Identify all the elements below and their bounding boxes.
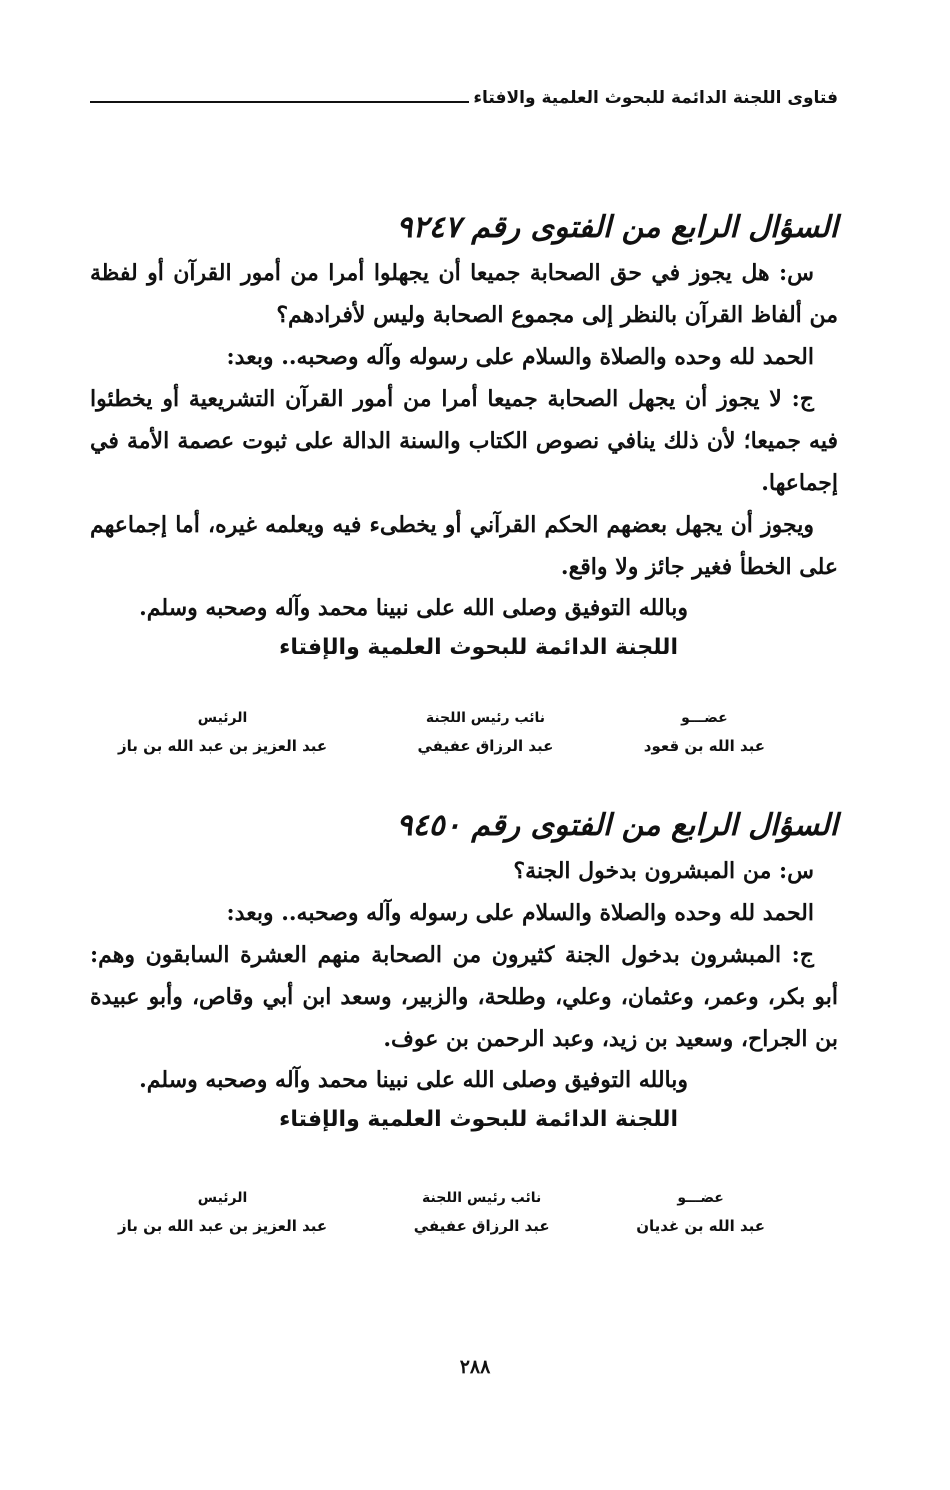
signature-role: عضـــو	[677, 1190, 724, 1206]
fatwa-section-2	[90, 804, 838, 1140]
signature-role: نائب رئيس اللجنة	[425, 710, 546, 726]
signature-name: عبد العزيز بن عبد الله بن باز	[118, 1217, 328, 1235]
signature-block-1	[118, 704, 765, 760]
committee-name: اللجنة الدائمة للبحوث العلمية والإفتاء	[279, 1107, 678, 1132]
running-header	[90, 88, 838, 108]
signature-name: عبد الله بن غديان	[636, 1217, 765, 1235]
signature-vice-chair	[417, 704, 553, 760]
signature-role: نائب رئيس اللجنة	[422, 1190, 542, 1206]
header-rule	[90, 101, 469, 103]
signature-member	[644, 704, 765, 760]
signature-member	[636, 1184, 765, 1240]
signature-name: عبد الرزاق عفيفي	[413, 1217, 550, 1235]
fatwa-section-1	[90, 206, 838, 668]
answer-text: ج: المبشرون بدخول الجنة كثيرون من الصحابة منهم العشرة السابقون وهم: أبو بكر، وعمر، وعثمان، وعلي، وطلحة، والزبير، وسعد ابن أبي وقاص، وأبو عبيدة بن الجراح، وسعيد بن زيد، وعبد الرحمن بن عوف.	[90, 942, 838, 1052]
praise-text: الحمد لله وحده والصلاة والسلام على رسوله وآله وصحبه.. وبعد:	[226, 900, 814, 926]
signature-role: عضـــو	[681, 710, 728, 726]
signature-vice-chair	[414, 1184, 550, 1240]
signature-role: الرئيس	[197, 1190, 248, 1206]
signature-chair	[118, 704, 327, 760]
signature-name: عبد الرزاق عفيفي	[417, 737, 554, 755]
answer-text: ج: لا يجوز أن يجهل الصحابة جميعا أمرا من أمور القرآن التشريعية أو يخطئوا فيه جميعا؛ لأن ذلك ينافي نصوص الكتاب والسنة الدالة على ثبوت عصمة الأمة في إجماعها.	[90, 386, 838, 496]
question-text: س: هل يجوز في حق الصحابة جميعا أن يجهلوا أمرا من أمور القرآن أو لفظة من ألفاظ القرآن بالنظر إلى مجموع الصحابة وليس لأفرادهم؟	[90, 260, 838, 328]
signature-name: عبد العزيز بن عبد الله بن باز	[118, 737, 328, 755]
praise-text: الحمد لله وحده والصلاة والسلام على رسوله وآله وصحبه.. وبعد:	[226, 344, 814, 370]
closing-prayer: وبالله التوفيق وصلى الله على نبينا محمد وآله وصحبه وسلم.	[139, 1067, 688, 1093]
signature-role: الرئيس	[197, 710, 248, 726]
answer-continued-text: ويجوز أن يجهل بعضهم الحكم القرآني أو يخطىء فيه ويعلمه غيره، أما إجماعهم على الخطأ فغير جائز ولا واقع.	[90, 512, 838, 580]
signature-chair	[118, 1184, 327, 1240]
header-title: فتاوى اللجنة الدائمة للبحوث العلمية والافتاء	[473, 88, 838, 108]
signature-block-2	[118, 1184, 765, 1240]
signature-name: عبد الله بن قعود	[643, 737, 765, 755]
page-number: ٢٨٨	[459, 1356, 491, 1378]
closing-prayer: وبالله التوفيق وصلى الله على نبينا محمد وآله وصحبه وسلم.	[139, 595, 688, 621]
fatwa-title: السؤال الرابع من الفتوى رقم ٩٢٤٧	[396, 210, 838, 245]
fatwa-title: السؤال الرابع من الفتوى رقم ٩٤٥٠	[396, 808, 838, 843]
question-text: س: من المبشرون بدخول الجنة؟	[513, 858, 814, 884]
committee-name: اللجنة الدائمة للبحوث العلمية والإفتاء	[279, 635, 678, 660]
